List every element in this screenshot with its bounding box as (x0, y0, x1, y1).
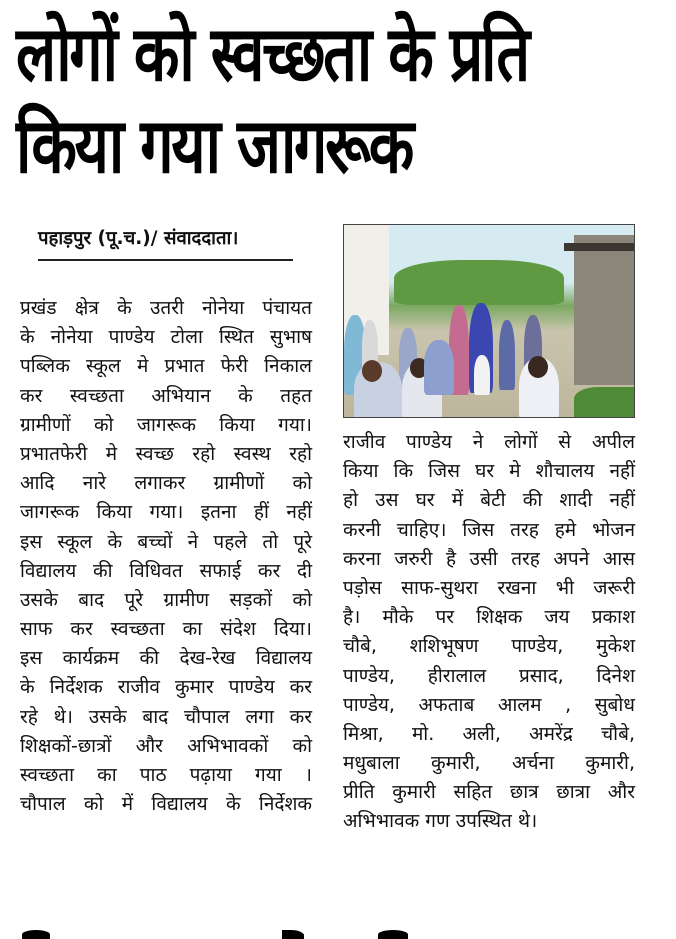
photo-grass (574, 387, 634, 417)
body-line: हो उस घर में बेटी की शादी नहीं (343, 489, 635, 512)
body-line: उसके बाद पूरे ग्रामीण सड़कों को (20, 588, 312, 611)
body-line: प्रभातफेरी मे स्वच्छ रहो स्वस्थ रहो (20, 442, 312, 465)
body-line: साफ कर स्वच्छता का संदेश दिया। (20, 618, 312, 641)
body-line: स्वच्छता का पाठ पढ़ाया गया । (20, 764, 312, 786)
photo-roof (564, 243, 634, 251)
body-line: ग्रामीणों को जागरूक किया गया। (20, 413, 312, 436)
body-line: मधुबाला कुमारी, अर्चना कुमारी, (343, 752, 635, 775)
body-line: पाण्डेय, हीरालाल प्रसाद, दिनेश (343, 664, 635, 687)
article-column-left (20, 294, 312, 819)
body-line: करनी चाहिए। जिस तरह हमे भोजन (343, 518, 635, 541)
body-line: आदि नारे लगाकर ग्रामीणों को (20, 472, 312, 495)
dateline: पहाड़पुर (पू.च.)/ संवाददाता। (38, 228, 239, 249)
body-line: किया कि जिस घर मे शौचालय नहीं (343, 460, 635, 483)
news-photo (343, 224, 635, 418)
body-line: रहे थे। उसके बाद चौपाल लगा कर (20, 705, 312, 728)
body-line: शिक्षकों-छात्रों और अभिभावकों को (20, 734, 312, 757)
body-line: प्रखंड क्षेत्र के उतरी नोनेया पंचायत (20, 297, 312, 319)
body-line: है। मौके पर शिक्षक जय प्रकाश (343, 606, 635, 629)
body-line: पाण्डेय, अफताब आलम , सुबोध (343, 693, 635, 716)
body-line: विद्यालय की विधिवत सफाई कर दी (20, 559, 312, 582)
photo-building-right (574, 235, 634, 385)
body-line: के निर्देशक राजीव कुमार पाण्डेय कर (20, 676, 312, 699)
next-article-fragment (282, 930, 304, 939)
headline-line-2: किया गया जागरूक (16, 101, 412, 190)
next-article-fragment (22, 930, 50, 939)
body-line: कर स्वच्छता अभियान के तहत (20, 384, 312, 407)
body-line: चौबे, शशिभूषण पाण्डेय, मुकेश (343, 635, 635, 658)
body-line: इस कार्यक्रम की देख-रेख विद्यालय (20, 647, 312, 670)
photo-trees (394, 260, 564, 305)
article-column-right (343, 428, 635, 837)
body-line: चौपाल को में विद्यालय के निर्देशक (20, 793, 312, 816)
body-line: राजीव पाण्डेय ने लोगों से अपील (343, 431, 635, 453)
body-line: पब्लिक स्कूल मे प्रभात फेरी निकाल (20, 355, 312, 378)
body-line: के नोनेया पाण्डेय टोला स्थित सुभाष (20, 326, 312, 349)
body-line: पड़ोस साफ-सुथरा रखना भी जरूरी (343, 576, 635, 599)
photo-crowd (344, 300, 574, 418)
dateline-underline (38, 259, 293, 261)
headline (16, 8, 666, 192)
body-line: जागरूक किया गया। इतना हीं नहीं (20, 501, 312, 524)
body-line: करना जरुरी है उसी तरह अपने आस (343, 547, 635, 570)
body-line: इस स्कूल के बच्चों ने पहले तो पूरे (20, 530, 312, 553)
body-line: प्रीति कुमारी सहित छात्र छात्रा और (343, 781, 635, 804)
next-article-fragment (378, 930, 408, 939)
body-line: मिश्रा, मो. अली, अमरेंद्र चौबे, (343, 722, 635, 745)
body-line: अभिभावक गण उपस्थित थे। (343, 810, 538, 833)
headline-line-1: लोगों को स्वच्छता के प्रति (16, 9, 528, 98)
